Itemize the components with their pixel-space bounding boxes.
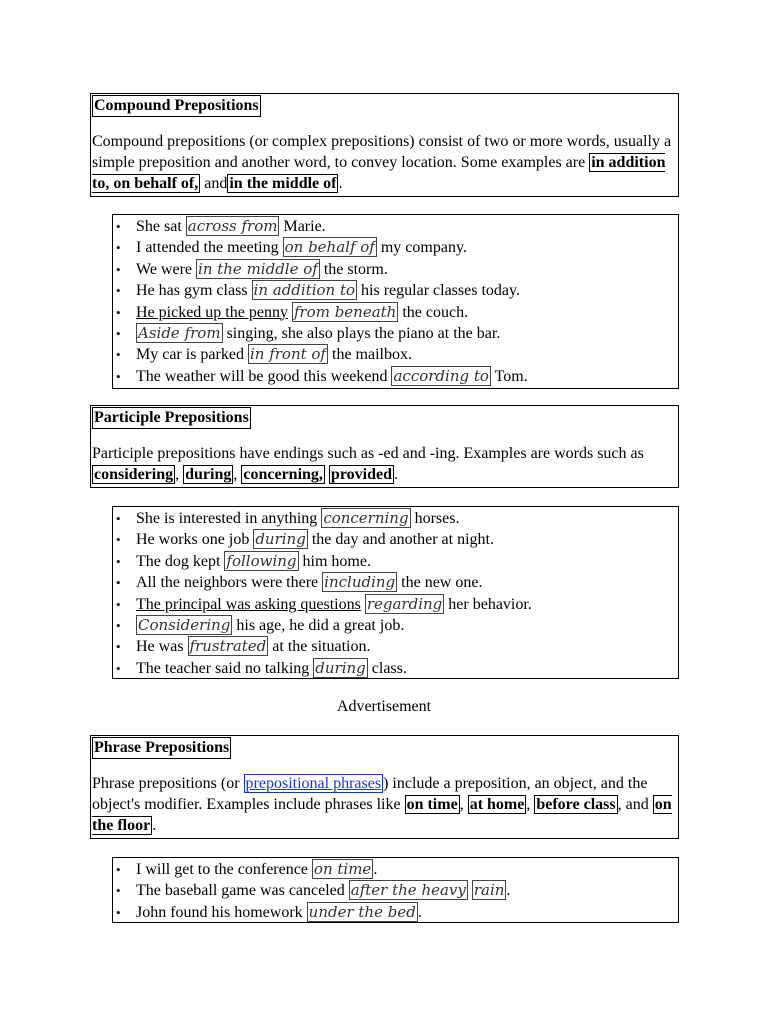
participle-heading: Participle Prepositions — [92, 407, 251, 429]
participle-paragraph: Participle prepositions have endings such as -ed and -ing. Examples are words such as considering , during , concerning, provided . — [92, 445, 644, 483]
list-item: • We were in the middle of the storm. — [136, 259, 678, 280]
list-item: • All the neighbors were there including the new one. — [136, 572, 678, 593]
compound-paragraph: Compound prepositions (or complex prepositions) consist of two or more words, usually a simple preposition and another word, to convey location. Some examples are in addition to, on behalf of, and in the middle of . — [92, 133, 672, 192]
list-item: • John found his homework under the bed . — [136, 902, 678, 923]
list-item: • The weather will be good this weekend according to Tom. — [136, 366, 678, 387]
phrase-paragraph: Phrase prepositions (or prepositional phrases ) include a preposition, an object, and the object's modifier. Examples include phrases like on time , at home , before class , and on the floor . — [92, 775, 672, 834]
advertisement-label: Advertisement — [336, 698, 432, 715]
participle-list — [112, 506, 679, 679]
phrase-heading: Phrase Prepositions — [92, 737, 231, 759]
prepositional-phrases-link[interactable]: prepositional phrases — [245, 775, 382, 792]
list-item: • She sat across from Marie. — [136, 216, 678, 237]
list-item: • Considering his age, he did a great job. — [136, 615, 678, 636]
phrase-list — [112, 857, 679, 923]
list-item: • My car is parked in front of the mailbox. — [136, 344, 678, 365]
compound-list — [112, 214, 679, 389]
compound-example-1: in addition to, on behalf of, — [92, 154, 666, 192]
list-item: • The dog kept following him home. — [136, 551, 678, 572]
list-item: • The baseball game was canceled after the heavy rain . — [136, 880, 678, 901]
list-item: • He was frustrated at the situation. — [136, 636, 678, 657]
compound-heading: Compound Prepositions — [92, 95, 261, 117]
list-item: • The teacher said no talking during class. — [136, 658, 678, 679]
list-item: • He picked up the penny from beneath the couch. — [136, 302, 678, 323]
participle-section — [90, 405, 679, 488]
list-item: • She is interested in anything concerning horses. — [136, 508, 678, 529]
compound-section — [90, 93, 679, 197]
list-item: • I will get to the conference on time . — [136, 859, 678, 880]
list-item: • He works one job during the day and another at night. — [136, 529, 678, 550]
list-item: • I attended the meeting on behalf of my company. — [136, 237, 678, 258]
compound-example-2: in the middle of — [229, 175, 337, 192]
list-item: • He has gym class in addition to his regular classes today. — [136, 280, 678, 301]
phrase-section — [90, 735, 679, 839]
list-item: • Aside from singing, she also plays the piano at the bar. — [136, 323, 678, 344]
list-item: • The principal was asking questions regarding her behavior. — [136, 594, 678, 615]
